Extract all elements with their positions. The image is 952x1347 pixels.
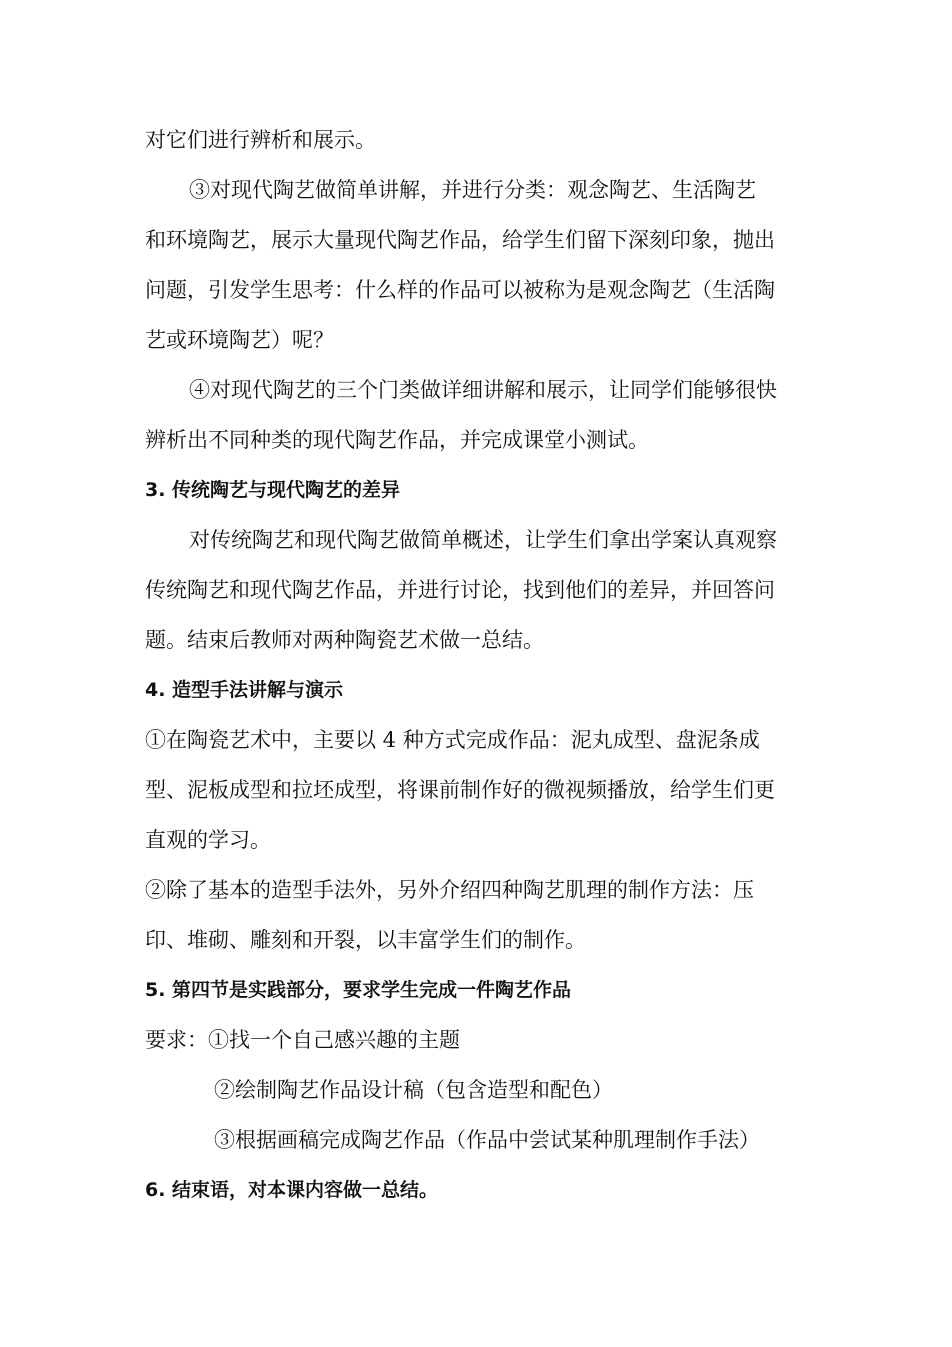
text-line: 对它们进行辨析和展示。 [145, 128, 376, 152]
text-line: 辨析出不同种类的现代陶艺作品，并完成课堂小测试。 [145, 428, 649, 452]
text-line: ②除了基本的造型手法外，另外介绍四种陶艺肌理的制作方法：压 [145, 878, 754, 902]
document-page [145, 115, 810, 1215]
text-line: ③对现代陶艺做简单讲解，并进行分类：观念陶艺、生活陶艺 [189, 178, 756, 202]
text-line: 传统陶艺和现代陶艺作品，并进行讨论，找到他们的差异，并回答问 [145, 578, 775, 602]
text-line: 艺或环境陶艺）呢？ [145, 328, 334, 352]
text-line: ①在陶瓷艺术中，主要以 4 种方式完成作品：泥丸成型、盘泥条成 [145, 728, 760, 752]
requirement-line: ③根据画稿完成陶艺作品（作品中尝试某种肌理制作手法） [214, 1128, 760, 1152]
section-heading: 3. 传统陶艺与现代陶艺的差异 [145, 479, 401, 501]
section-heading: 4. 造型手法讲解与演示 [145, 679, 344, 701]
requirement-line: ②绘制陶艺作品设计稿（包含造型和配色） [214, 1078, 613, 1102]
text-line: 和环境陶艺，展示大量现代陶艺作品，给学生们留下深刻印象，抛出 [145, 228, 775, 252]
text-line: 型、泥板成型和拉坯成型，将课前制作好的微视频播放，给学生们更 [145, 778, 775, 802]
section-heading: 5. 第四节是实践部分，要求学生完成一件陶艺作品 [145, 979, 572, 1001]
text-line: 印、堆砌、雕刻和开裂，以丰富学生们的制作。 [145, 928, 586, 952]
text-line: 问题，引发学生思考：什么样的作品可以被称为是观念陶艺（生活陶 [145, 278, 775, 302]
text-line: 直观的学习。 [145, 828, 271, 852]
section-heading: 6. 结束语，对本课内容做一总结。 [145, 1179, 439, 1201]
text-line: 题。结束后教师对两种陶瓷艺术做一总结。 [145, 628, 544, 652]
text-line: 对传统陶艺和现代陶艺做简单概述，让学生们拿出学案认真观察 [189, 528, 777, 552]
requirement-line: 要求：①找一个自己感兴趣的主题 [145, 1028, 460, 1052]
text-line: ④对现代陶艺的三个门类做详细讲解和展示，让同学们能够很快 [189, 378, 777, 402]
